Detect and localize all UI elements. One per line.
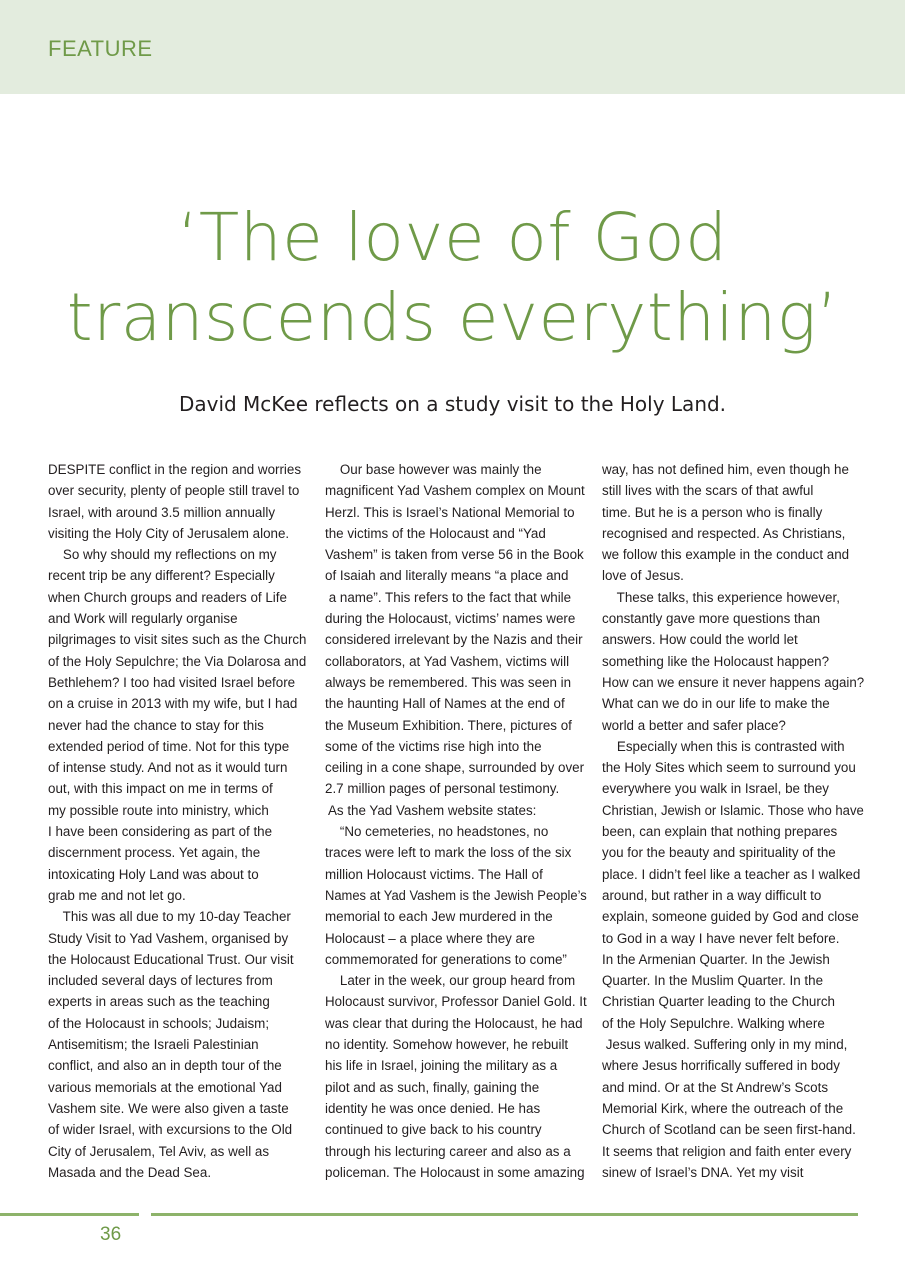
text-line: time. But he is a person who is finally bbox=[602, 504, 823, 520]
text-line: out, with this impact on me in terms of bbox=[48, 781, 273, 797]
text-line: memorial to each Jew murdered in the bbox=[325, 909, 553, 925]
body-column-3 bbox=[602, 459, 864, 1183]
text-line: I have been considering as part of the bbox=[48, 824, 273, 840]
text-line: Names at Yad Vashem is the Jewish People’s bbox=[325, 887, 587, 903]
text-line: Holocaust – a place where they are bbox=[325, 930, 535, 946]
text-line: Later in the week, our group heard from bbox=[325, 973, 576, 989]
page-number: 36 bbox=[100, 1224, 122, 1245]
text-line: around, but rather in a way difficult to bbox=[602, 887, 822, 903]
text-line: included several days of lectures from bbox=[48, 973, 273, 989]
text-line: extended period of time. Not for this type bbox=[48, 738, 290, 754]
text-line: DESPITE conflict in the region and worries bbox=[48, 462, 302, 477]
text-line: the Museum Exhibition. There, pictures of bbox=[325, 717, 572, 733]
text-line: intoxicating Holy Land was about to bbox=[48, 866, 259, 882]
text-line: million Holocaust victims. The Hall of bbox=[325, 866, 543, 882]
text-line: As the Yad Vashem website states: bbox=[325, 802, 537, 818]
text-line: of Isaiah and literally means “a place and bbox=[325, 568, 569, 584]
text-line: Our base however was mainly the bbox=[325, 462, 542, 477]
text-line: So why should my reflections on my bbox=[48, 547, 277, 563]
text-line: Masada and the Dead Sea. bbox=[48, 1164, 212, 1180]
body-column-1 bbox=[48, 459, 306, 1183]
text-line: conflict, and also an in depth tour of the bbox=[48, 1058, 282, 1074]
text-line: How can we ensure it never happens again? bbox=[602, 674, 865, 690]
text-line: of wider Israel, with excursions to the Old bbox=[48, 1122, 293, 1138]
text-line: sinew of Israel’s DNA. Yet my visit bbox=[602, 1164, 804, 1180]
text-line: experts in areas such as the teaching bbox=[48, 994, 270, 1010]
text-line: City of Jerusalem, Tel Aviv, as well as bbox=[48, 1143, 270, 1159]
text-line: considered irrelevant by the Nazis and their bbox=[325, 632, 583, 648]
text-line: the Holocaust Educational Trust. Our visit bbox=[48, 951, 294, 967]
text-line: of the Holocaust in schools; Judaism; bbox=[48, 1015, 270, 1031]
text-line: always be remembered. This was seen in bbox=[325, 674, 572, 690]
standfirst: David McKee reflects on a study visit to the Holy Land. bbox=[178, 392, 727, 416]
text-line: traces were left to mark the loss of the six bbox=[325, 845, 572, 861]
text-line: something like the Holocaust happen? bbox=[602, 653, 830, 669]
text-line: What can we do in our life to make the bbox=[602, 696, 830, 712]
text-line: Jesus walked. Suffering only in my mind, bbox=[602, 1037, 848, 1053]
text-line: recognised and respected. As Christians, bbox=[602, 525, 846, 541]
text-line: his life in Israel, joining the military as a bbox=[325, 1058, 558, 1074]
text-line: Bethlehem? I too had visited Israel before bbox=[48, 674, 296, 690]
text-line: It seems that religion and faith enter every bbox=[602, 1143, 852, 1159]
text-line: continued to give back to his country bbox=[325, 1122, 542, 1138]
text-line: Memorial Kirk, where the outreach of the bbox=[602, 1100, 844, 1116]
text-line: discernment process. Yet again, the bbox=[48, 845, 261, 861]
text-line: identity he was once denied. He has bbox=[325, 1100, 541, 1116]
text-line: This was all due to my 10-day Teacher bbox=[48, 909, 291, 925]
text-line: during the Holocaust, victims’ names were bbox=[325, 611, 576, 627]
text-line: Israel, with around 3.5 million annually bbox=[48, 504, 276, 520]
text-line: Antisemitism; the Israeli Palestinian bbox=[48, 1037, 259, 1053]
text-line: visiting the Holy City of Jerusalem alone. bbox=[48, 525, 290, 541]
text-line: world a better and safer place? bbox=[602, 717, 786, 733]
text-line: explain, someone guided by God and close bbox=[602, 909, 859, 925]
text-line: everywhere you walk in Israel, be they bbox=[602, 781, 830, 797]
text-line: the Holy Sites which seem to surround you bbox=[602, 760, 856, 776]
text-line: magnificent Yad Vashem complex on Mount bbox=[325, 483, 585, 499]
body-column-2 bbox=[325, 459, 587, 1183]
text-line: “No cemeteries, no headstones, no bbox=[325, 824, 549, 840]
text-line: These talks, this experience however, bbox=[602, 589, 840, 605]
text-line: was clear that during the Holocaust, he had bbox=[325, 1015, 583, 1031]
text-line: the victims of the Holocaust and “Yad bbox=[325, 525, 546, 541]
text-line: where Jesus horrifically suffered in body bbox=[602, 1058, 840, 1074]
text-line: we follow this example in the conduct and bbox=[602, 547, 850, 563]
footer-rule-left bbox=[0, 1213, 139, 1216]
text-line: pilgrimages to visit sites such as the Church bbox=[48, 632, 307, 648]
text-line: commemorated for generations to come” bbox=[325, 951, 567, 967]
text-line: Vashem site. We were also given a taste bbox=[48, 1100, 289, 1116]
text-line: on a cruise in 2013 with my wife, but I had bbox=[48, 696, 298, 712]
text-line: to God in a way I have never felt before. bbox=[602, 930, 840, 946]
text-line: constantly gave more questions than bbox=[602, 611, 821, 627]
article-headline bbox=[0, 198, 905, 358]
text-line: Vashem” is taken from verse 56 in the Book bbox=[325, 547, 584, 563]
text-line: never had the chance to stay for this bbox=[48, 717, 264, 733]
text-line: way, has not defined him, even though he bbox=[602, 462, 849, 477]
text-line: answers. How could the world let bbox=[602, 632, 798, 648]
text-line: my possible route into ministry, which bbox=[48, 802, 269, 818]
footer-rule-right bbox=[151, 1213, 858, 1216]
headline-line: transcends everything’ bbox=[66, 279, 839, 356]
text-line: of the Holy Sepulchre; the Via Dolarosa and bbox=[48, 653, 307, 669]
text-line: recent trip be any different? Especially bbox=[48, 568, 275, 584]
text-line: Especially when this is contrasted with bbox=[602, 738, 845, 754]
text-line: Holocaust survivor, Professor Daniel Gold. It bbox=[325, 994, 587, 1010]
text-line: collaborators, at Yad Vashem, victims will bbox=[325, 653, 570, 669]
text-line: pilot and as such, finally, gaining the bbox=[325, 1079, 540, 1095]
section-label: FEATURE bbox=[48, 36, 153, 61]
text-line: of the Holy Sepulchre. Walking where bbox=[602, 1015, 825, 1031]
text-line: and Work will regularly organise bbox=[48, 611, 238, 627]
text-line: Church of Scotland can be seen first-hand. bbox=[602, 1122, 856, 1138]
text-line: a name”. This refers to the fact that while bbox=[325, 589, 572, 605]
text-line: and mind. Or at the St Andrew’s Scots bbox=[602, 1079, 829, 1095]
text-line: grab me and not let go. bbox=[48, 887, 186, 903]
text-line: 2.7 million pages of personal testimony. bbox=[325, 781, 560, 797]
text-line: still lives with the scars of that awful bbox=[602, 483, 814, 499]
text-line: Christian Quarter leading to the Church bbox=[602, 994, 835, 1010]
text-line: when Church groups and readers of Life bbox=[48, 589, 287, 605]
text-line: In the Armenian Quarter. In the Jewish bbox=[602, 951, 830, 967]
text-line: through his lecturing career and also as a bbox=[325, 1143, 571, 1159]
text-line: Christian, Jewish or Islamic. Those who have bbox=[602, 802, 864, 818]
text-line: Herzl. This is Israel’s National Memorial to bbox=[325, 504, 575, 520]
headline-line: ‘The love of God bbox=[177, 199, 728, 276]
text-line: Study Visit to Yad Vashem, organised by bbox=[48, 930, 289, 946]
text-line: place. I didn’t feel like a teacher as I walked bbox=[602, 866, 861, 882]
text-line: ceiling in a cone shape, surrounded by over bbox=[325, 760, 585, 776]
text-line: no identity. Somehow however, he rebuilt bbox=[325, 1037, 569, 1053]
text-line: some of the victims rise high into the bbox=[325, 738, 542, 754]
text-line: love of Jesus. bbox=[602, 568, 684, 584]
text-line: policeman. The Holocaust in some amazing bbox=[325, 1164, 585, 1180]
text-line: the haunting Hall of Names at the end of bbox=[325, 696, 565, 712]
text-line: you for the beauty and spirituality of the bbox=[602, 845, 836, 861]
text-line: over security, plenty of people still travel to bbox=[48, 483, 300, 499]
text-line: been, can explain that nothing prepares bbox=[602, 824, 838, 840]
text-line: various memorials at the emotional Yad bbox=[48, 1079, 282, 1095]
text-line: of intense study. And not as it would turn bbox=[48, 760, 288, 776]
text-line: Quarter. In the Muslim Quarter. In the bbox=[602, 973, 824, 989]
